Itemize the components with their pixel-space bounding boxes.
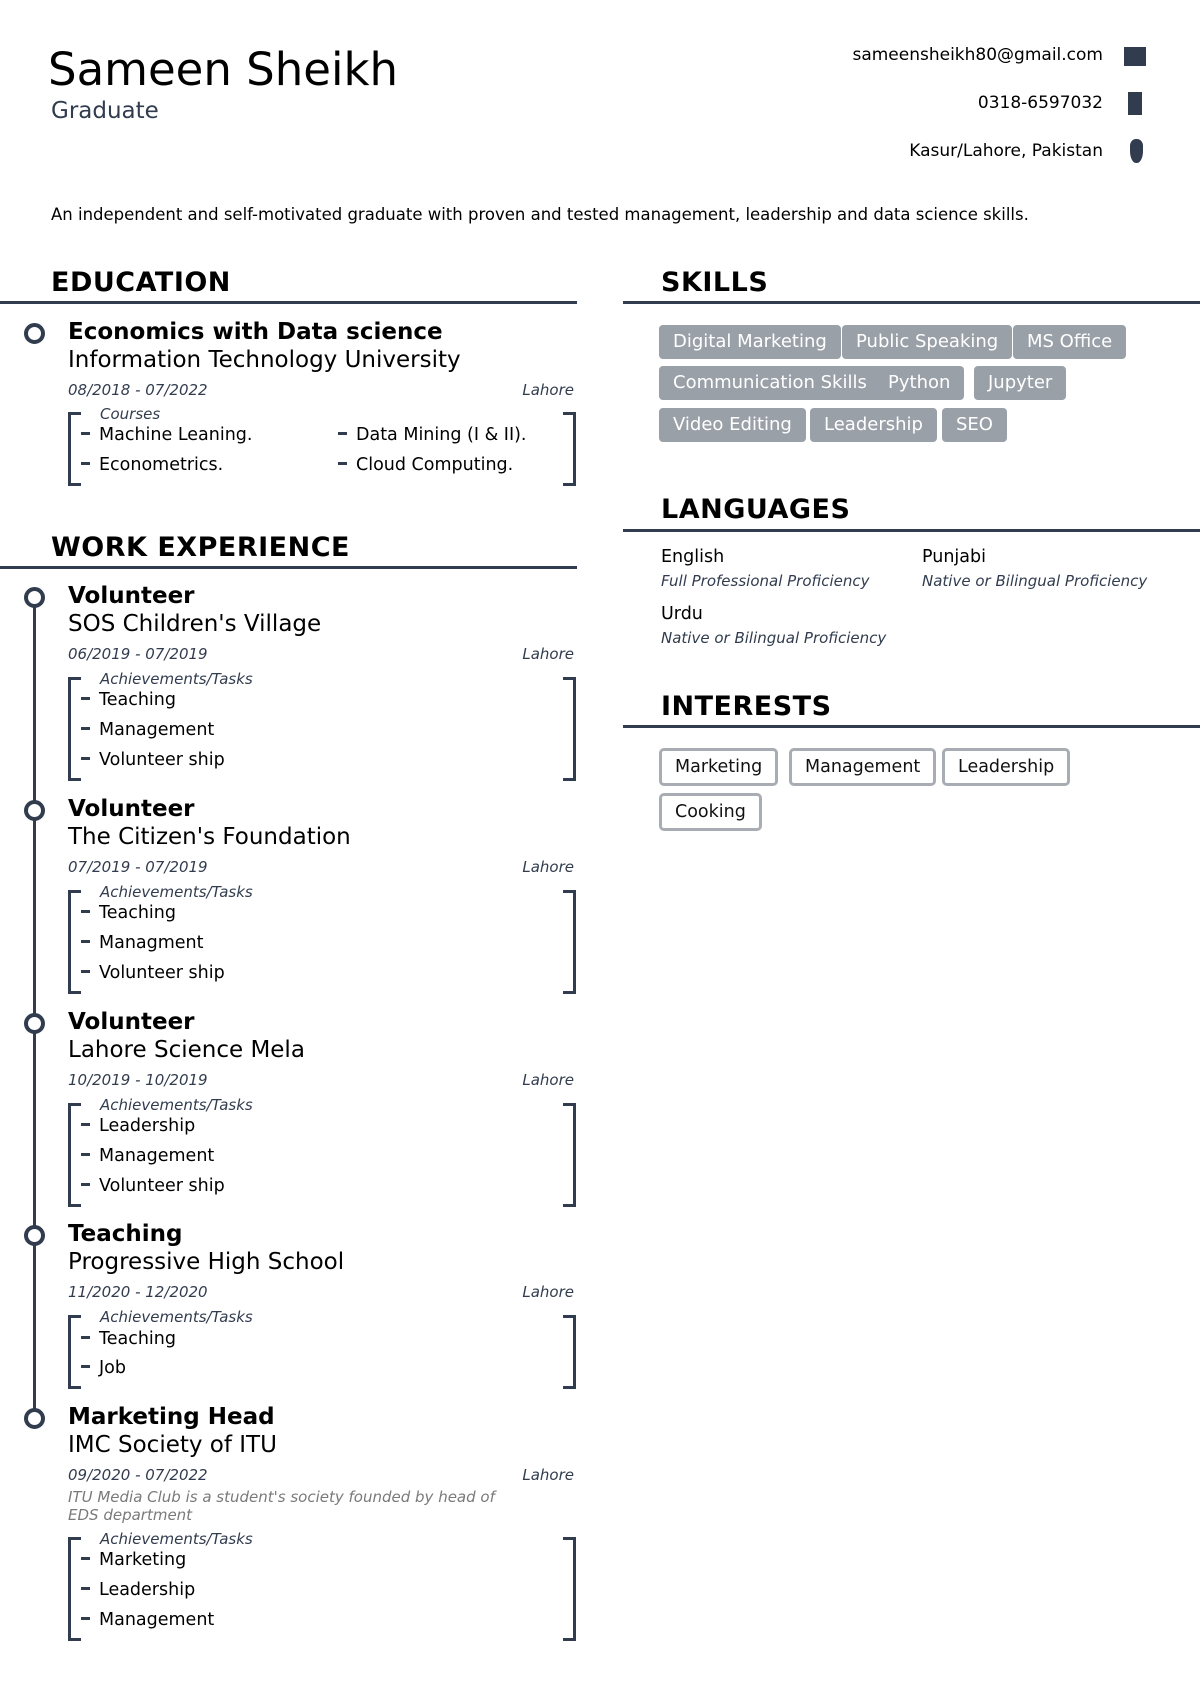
courses-bracket-right — [563, 412, 576, 486]
work-timeline-line — [33, 596, 36, 1418]
job-location: Lahore — [522, 1466, 574, 1484]
language-name: Punjabi — [922, 547, 986, 567]
task-item: Management — [81, 720, 214, 740]
education-dates: 08/2018 - 07/2022 — [68, 381, 208, 399]
tasks-label: Achievements/Tasks — [100, 883, 253, 901]
interests-divider — [623, 725, 1200, 728]
job-title: Volunteer — [68, 1009, 195, 1035]
tasks-bracket-right — [563, 890, 576, 994]
task-item: Leadership — [81, 1580, 195, 1600]
job-location: Lahore — [522, 1071, 574, 1089]
job-location: Lahore — [522, 645, 574, 663]
course-item: Data Mining (I & II). — [338, 425, 527, 445]
resume-title: Graduate — [51, 98, 159, 124]
course-item: Econometrics. — [81, 455, 223, 475]
summary-text: An independent and self-motivated graduate with proven and tested management, leadership and data science skills. — [51, 205, 1029, 224]
languages-divider — [623, 529, 1200, 532]
contact-phone: 0318-6597032 — [977, 93, 1103, 113]
task-item: Managment — [81, 933, 204, 953]
skill-tag: MS Office — [1013, 325, 1126, 359]
languages-heading: LANGUAGES — [661, 494, 851, 525]
education-divider — [0, 301, 577, 304]
job-location: Lahore — [522, 858, 574, 876]
email-icon — [1124, 47, 1146, 66]
task-item: Volunteer ship — [81, 1176, 225, 1196]
work-timeline-dot — [24, 1225, 45, 1246]
contact-email[interactable]: sameensheikh80@gmail.com — [852, 45, 1103, 65]
location-icon — [1130, 139, 1143, 163]
job-dates: 10/2019 - 10/2019 — [68, 1071, 208, 1089]
skill-tag: Video Editing — [659, 408, 806, 442]
tasks-bracket-left — [68, 890, 81, 994]
language-level: Native or Bilingual Proficiency — [661, 629, 887, 647]
task-item: Teaching — [81, 690, 176, 710]
job-organization: IMC Society of ITU — [68, 1432, 277, 1458]
task-item: Marketing — [81, 1550, 186, 1570]
skill-tag: Public Speaking — [842, 325, 1012, 359]
task-item: Management — [81, 1610, 214, 1630]
skills-divider — [623, 301, 1200, 304]
job-organization: Lahore Science Mela — [68, 1037, 305, 1063]
job-organization: Progressive High School — [68, 1249, 345, 1275]
tasks-label: Achievements/Tasks — [100, 1096, 253, 1114]
skill-tag: Communication Skills — [659, 366, 881, 400]
resume-name: Sameen Sheikh — [48, 43, 399, 96]
language-name: English — [661, 547, 725, 567]
course-item: Cloud Computing. — [338, 455, 513, 475]
skill-tag: Python — [874, 366, 964, 400]
courses-label: Courses — [100, 405, 161, 423]
interests-heading: INTERESTS — [661, 691, 832, 722]
education-heading: EDUCATION — [51, 267, 231, 298]
tasks-bracket-left — [68, 1315, 81, 1389]
task-item: Teaching — [81, 1329, 176, 1349]
education-timeline-dot — [24, 323, 45, 344]
task-item: Leadership — [81, 1116, 195, 1136]
task-item: Volunteer ship — [81, 750, 225, 770]
skill-tag: Jupyter — [974, 366, 1066, 400]
job-title: Teaching — [68, 1221, 183, 1247]
interest-tag: Leadership — [942, 748, 1070, 786]
job-description: ITU Media Club is a student's society founded by head of EDS department — [68, 1488, 495, 1524]
skill-tag: SEO — [942, 408, 1007, 442]
courses-bracket-left — [68, 412, 81, 486]
skill-tag: Leadership — [810, 408, 937, 442]
tasks-bracket-left — [68, 1103, 81, 1207]
tasks-bracket-right — [563, 677, 576, 781]
job-title: Volunteer — [68, 796, 195, 822]
interest-tag: Cooking — [659, 793, 762, 831]
job-dates: 11/2020 - 12/2020 — [68, 1283, 208, 1301]
education-degree: Economics with Data science — [68, 319, 443, 345]
job-title: Volunteer — [68, 583, 195, 609]
task-item: Job — [81, 1358, 126, 1378]
job-dates: 07/2019 - 07/2019 — [68, 858, 208, 876]
task-item: Management — [81, 1146, 214, 1166]
task-item: Volunteer ship — [81, 963, 225, 983]
job-title: Marketing Head — [68, 1404, 275, 1430]
tasks-label: Achievements/Tasks — [100, 1308, 253, 1326]
tasks-bracket-right — [563, 1537, 576, 1641]
contact-location: Kasur/Lahore, Pakistan — [909, 141, 1103, 161]
education-school: Information Technology University — [68, 347, 461, 373]
tasks-label: Achievements/Tasks — [100, 1530, 253, 1548]
phone-icon — [1128, 92, 1142, 115]
course-item: Machine Leaning. — [81, 425, 252, 445]
job-dates: 06/2019 - 07/2019 — [68, 645, 208, 663]
tasks-bracket-left — [68, 1537, 81, 1641]
job-organization: The Citizen's Foundation — [68, 824, 351, 850]
tasks-bracket-left — [68, 677, 81, 781]
interest-tag: Management — [789, 748, 936, 786]
language-level: Full Professional Proficiency — [661, 572, 870, 590]
work-timeline-dot — [24, 587, 45, 608]
interest-tag: Marketing — [659, 748, 778, 786]
skill-tag: Digital Marketing — [659, 325, 841, 359]
job-dates: 09/2020 - 07/2022 — [68, 1466, 208, 1484]
work-heading: WORK EXPERIENCE — [51, 532, 350, 563]
education-location: Lahore — [522, 381, 574, 399]
work-divider — [0, 566, 577, 569]
task-item: Teaching — [81, 903, 176, 923]
tasks-label: Achievements/Tasks — [100, 670, 253, 688]
tasks-bracket-right — [563, 1315, 576, 1389]
work-timeline-dot — [24, 1408, 45, 1429]
tasks-bracket-right — [563, 1103, 576, 1207]
work-timeline-dot — [24, 1013, 45, 1034]
language-name: Urdu — [661, 604, 703, 624]
work-timeline-dot — [24, 800, 45, 821]
language-level: Native or Bilingual Proficiency — [922, 572, 1148, 590]
job-location: Lahore — [522, 1283, 574, 1301]
skills-heading: SKILLS — [661, 267, 769, 298]
job-organization: SOS Children's Village — [68, 611, 322, 637]
